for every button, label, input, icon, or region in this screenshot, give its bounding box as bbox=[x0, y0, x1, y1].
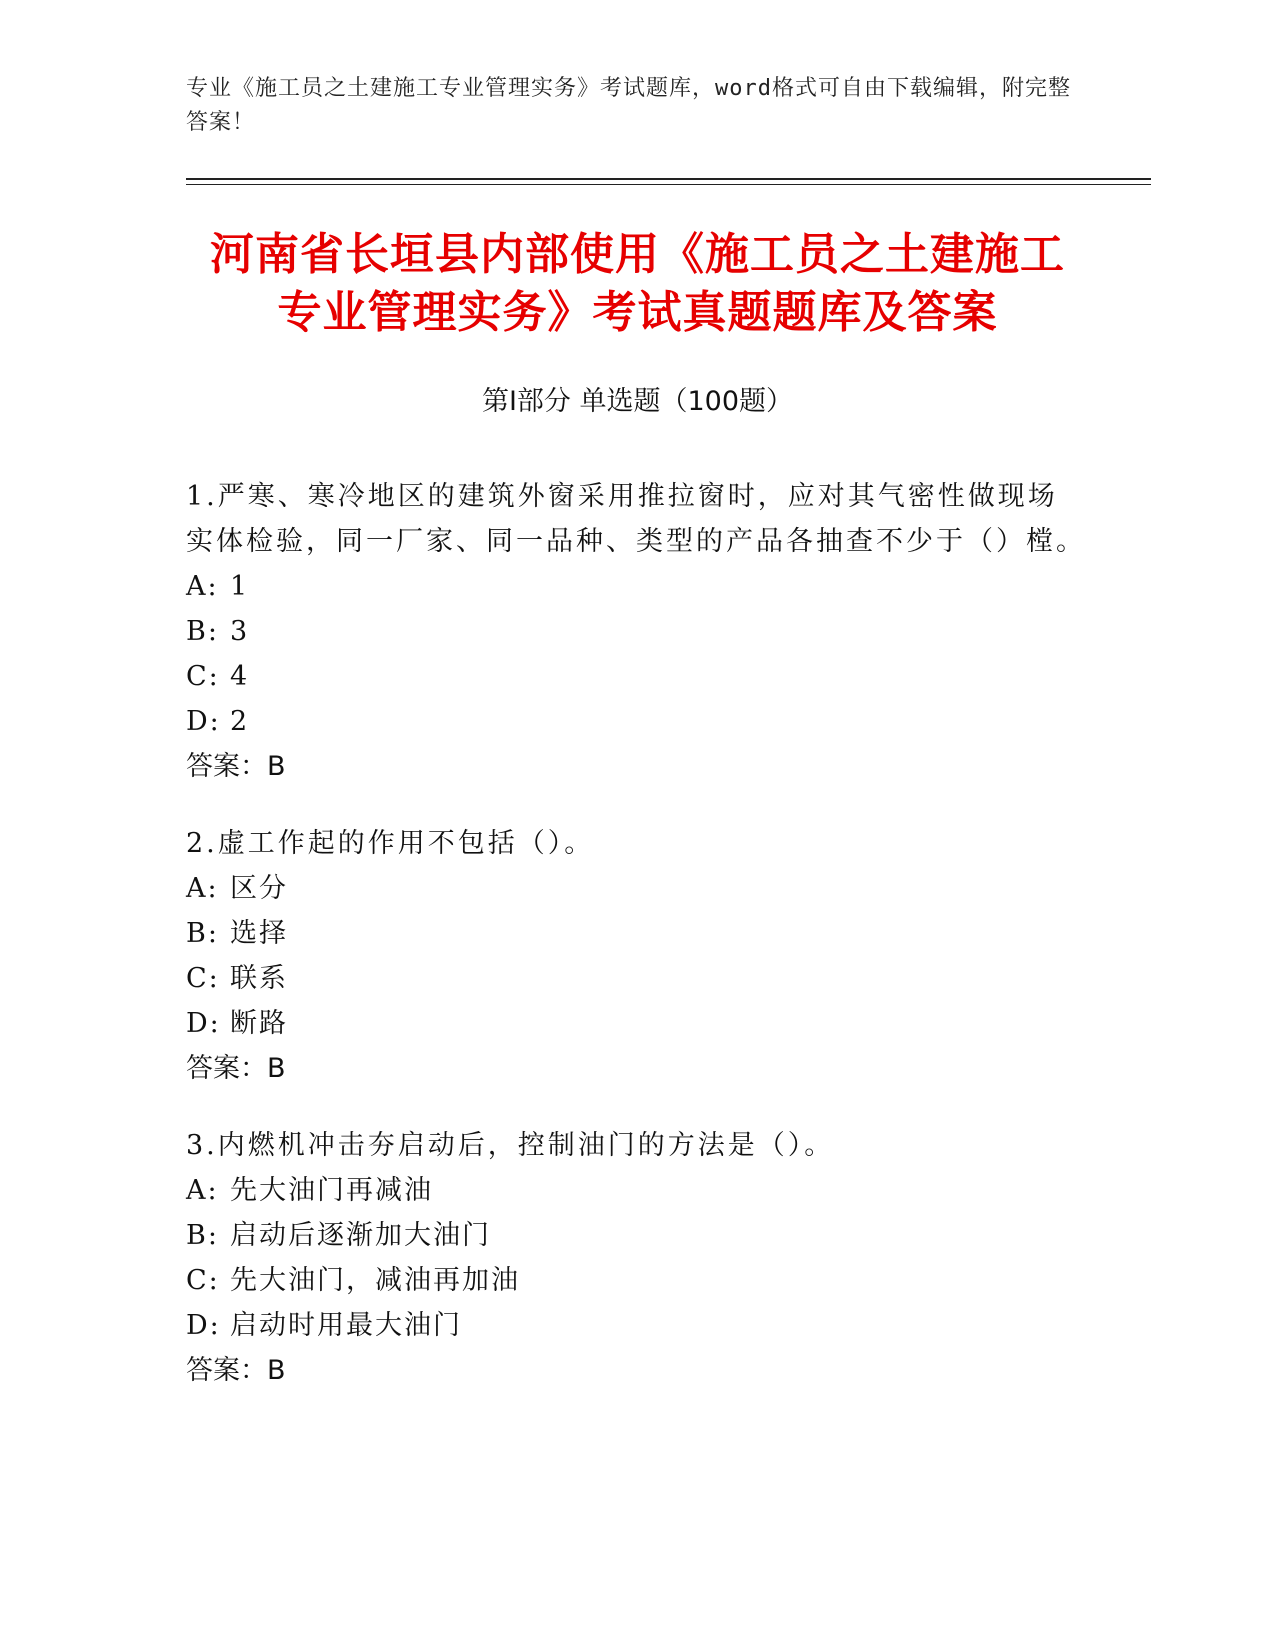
option-text: 3 bbox=[230, 616, 250, 647]
option-text: 选择 bbox=[230, 918, 288, 949]
option-c bbox=[186, 1258, 1086, 1303]
option-d bbox=[186, 1303, 1086, 1348]
option-text: 断路 bbox=[230, 1008, 288, 1039]
option-text: 区分 bbox=[230, 873, 288, 904]
option-text: 先大油门再减油 bbox=[230, 1175, 433, 1206]
option-a bbox=[186, 564, 1086, 609]
option-letter: A: bbox=[186, 1175, 219, 1206]
header-note: 专业《施工员之土建施工专业管理实务》考试题库，word格式可自由下载编辑，附完整答案！ bbox=[186, 76, 1071, 135]
question-item bbox=[186, 1123, 1086, 1393]
question-stem: 3.内燃机冲击夯启动后，控制油门的方法是（）。 bbox=[186, 1130, 835, 1161]
document-title-line-2: 专业管理实务》考试真题题库及答案 bbox=[277, 287, 998, 338]
option-a bbox=[186, 1168, 1086, 1213]
option-letter: D: bbox=[186, 706, 221, 737]
option-letter: B: bbox=[186, 1220, 219, 1251]
option-text: 1 bbox=[230, 571, 250, 602]
option-letter: A: bbox=[186, 873, 219, 904]
answer-line: 答案：B bbox=[186, 751, 286, 782]
option-letter: B: bbox=[186, 616, 219, 647]
option-text: 4 bbox=[230, 661, 250, 692]
option-d bbox=[186, 1001, 1086, 1046]
document-title-line-1: 河南省长垣县内部使用《施工员之土建施工 bbox=[210, 229, 1065, 280]
option-letter: C: bbox=[186, 1265, 220, 1296]
option-d bbox=[186, 699, 1086, 744]
question-stem: 2.虚工作起的作用不包括（）。 bbox=[186, 828, 595, 859]
option-text: 启动时用最大油门 bbox=[230, 1310, 462, 1341]
option-letter: C: bbox=[186, 661, 220, 692]
question-item bbox=[186, 474, 1086, 789]
option-b bbox=[186, 1213, 1086, 1258]
section-title: 第Ⅰ部分 单选题（100题） bbox=[481, 386, 794, 417]
option-text: 联系 bbox=[230, 963, 288, 994]
answer-line: 答案：B bbox=[186, 1053, 286, 1084]
option-b bbox=[186, 609, 1086, 654]
option-text: 先大油门，减油再加油 bbox=[230, 1265, 520, 1296]
question-stem: 1.严寒、寒冷地区的建筑外窗采用推拉窗时，应对其气密性做现场实体检验，同一厂家、同一品种、类型的产品各抽查不少于（）樘。 bbox=[186, 481, 1086, 557]
option-letter: B: bbox=[186, 918, 219, 949]
header-divider-thick bbox=[186, 178, 1151, 180]
question-list bbox=[186, 474, 1086, 1425]
option-letter: A: bbox=[186, 571, 219, 602]
header-divider-thin bbox=[186, 184, 1151, 185]
document-title bbox=[150, 226, 1125, 342]
question-item bbox=[186, 821, 1086, 1091]
option-letter: D: bbox=[186, 1310, 221, 1341]
option-letter: D: bbox=[186, 1008, 221, 1039]
option-text: 启动后逐渐加大油门 bbox=[230, 1220, 491, 1251]
option-c bbox=[186, 654, 1086, 699]
option-b bbox=[186, 911, 1086, 956]
option-a bbox=[186, 866, 1086, 911]
option-c bbox=[186, 956, 1086, 1001]
option-text: 2 bbox=[230, 706, 250, 737]
option-letter: C: bbox=[186, 963, 220, 994]
answer-line: 答案：B bbox=[186, 1355, 286, 1386]
